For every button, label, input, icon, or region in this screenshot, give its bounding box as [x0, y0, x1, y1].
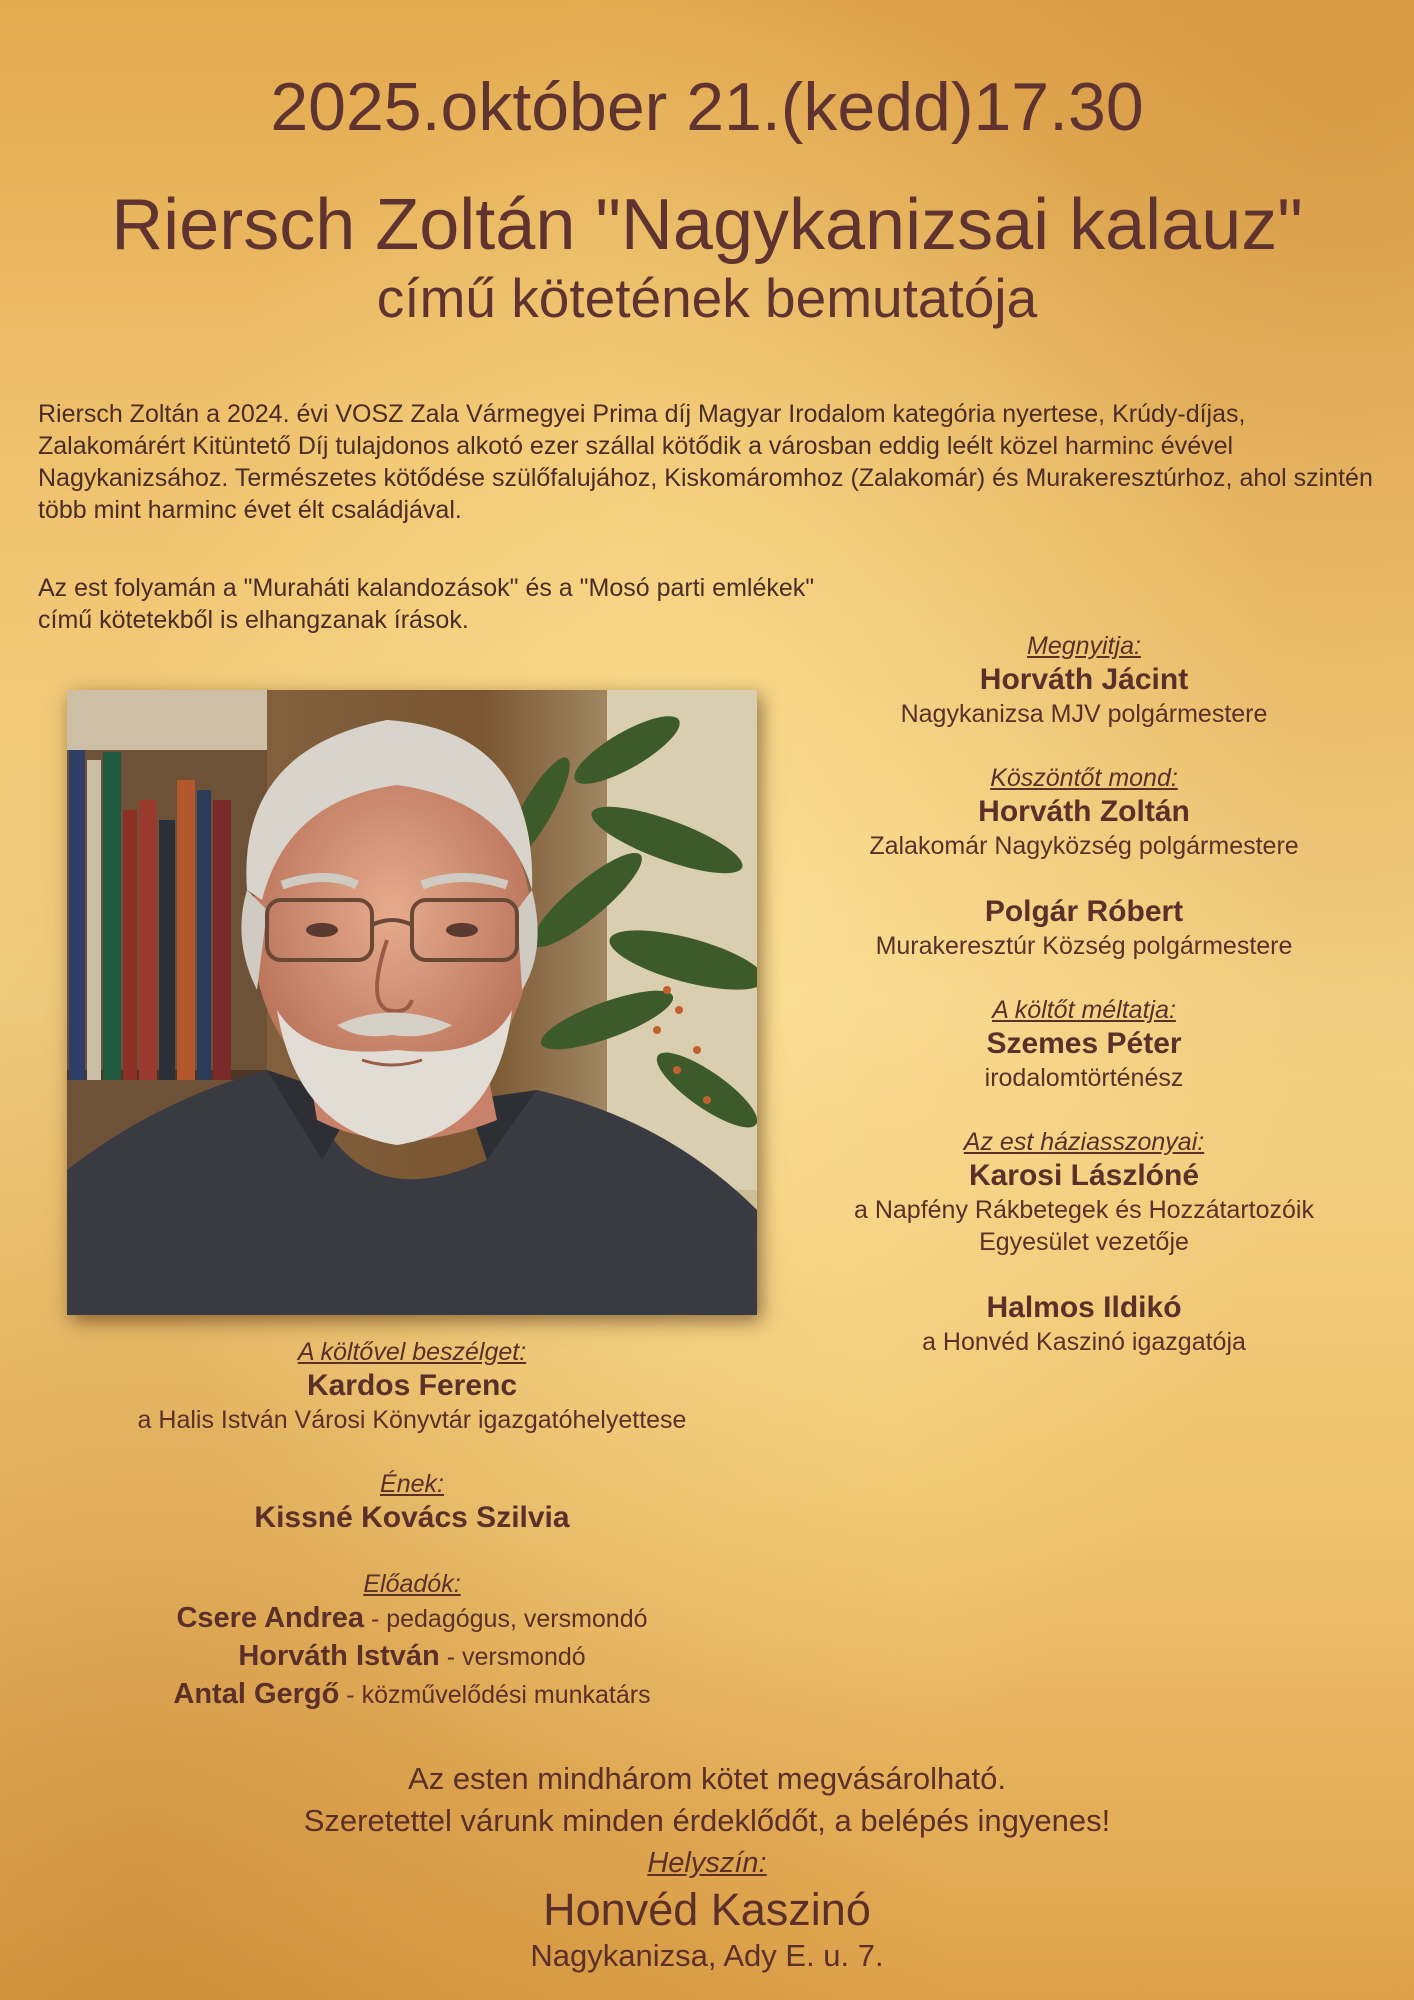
performer-role: - pedagógus, versmondó: [364, 1605, 648, 1633]
song-name: Kissné Kovács Szilvia: [254, 1501, 570, 1534]
performer-row: [67, 1600, 757, 1638]
venue-label: Helyszín:: [647, 1847, 767, 1879]
event-date: 2025.október 21.(kedd)17.30: [270, 69, 1144, 145]
opener-desc: Nagykanizsa MJV polgármestere: [900, 700, 1268, 728]
hostess2-name: Halmos Ildikó: [986, 1291, 1182, 1324]
greeter1-desc: Zalakomár Nagyközség polgármestere: [869, 832, 1299, 860]
footer-line-2: Szeretettel várunk minden érdeklődőt, a belépés ingyenes!: [303, 1803, 1111, 1838]
praise-name: Szemes Péter: [986, 1027, 1182, 1060]
performer-row: [67, 1676, 757, 1714]
performers-label: Előadók:: [363, 1570, 461, 1598]
performer-row: [67, 1638, 757, 1676]
talk-label: A költővel beszélget:: [297, 1338, 527, 1366]
opener-name: Horváth Jácint: [979, 663, 1189, 696]
intro-paragraph-2-line-1: Az est folyamán a "Muraháti kalandozások" és a "Mosó parti emlékek": [38, 574, 815, 602]
talk-name: Kardos Ferenc: [306, 1369, 518, 1402]
hostess-label: Az est háziasszonyai:: [963, 1128, 1205, 1156]
performer-role: - versmondó: [439, 1643, 586, 1671]
hostess2-desc: a Honvéd Kaszinó igazgatója: [922, 1328, 1246, 1356]
footer: [0, 1758, 1414, 1976]
greeter2-name: Polgár Róbert: [984, 895, 1184, 928]
opener-label: Megnyitja:: [1027, 632, 1141, 660]
portrait-photo: [67, 690, 757, 1315]
praise-desc: irodalomtörténész: [984, 1064, 1184, 1092]
performer-role: - közművelődési munkatárs: [339, 1681, 651, 1709]
page-subtitle: című kötetének bemutatója: [376, 267, 1038, 329]
program-left-column: [67, 1336, 757, 1714]
performer-name: Antal Gergő: [173, 1678, 340, 1710]
hostess1-desc-line-2: Egyesület vezetője: [979, 1228, 1189, 1256]
greeter2-desc: Murakeresztúr Község polgármestere: [875, 932, 1293, 960]
intro-paragraph: Riersch Zoltán a 2024. évi VOSZ Zala Vármegyei Prima díj Magyar Irodalom kategória nyertese, Krúdy-díjas, Zalakomárért Kitüntető Díj tulajdonos alkotó ezer szállal kötődik a városban eddig leélt közel harminc évével Nagykanizsához. Természetes kötődése szülőfalujához, Kiskomáromhoz (Zalakomár) és Murakeresztúrhoz, ahol szintén több mint harminc évet élt családjával.: [38, 400, 1373, 524]
song-label: Ének:: [380, 1470, 444, 1498]
performer-name: Csere Andrea: [176, 1602, 364, 1634]
intro-paragraph-2-line-2: című kötetekből is elhangzanak írások.: [38, 606, 469, 634]
praise-label: A költőt méltatja:: [992, 996, 1176, 1024]
greeter1-name: Horváth Zoltán: [978, 795, 1190, 828]
program-right-column: [800, 630, 1368, 1358]
performer-name: Horváth István: [238, 1640, 440, 1672]
greeting-label: Köszöntőt mond:: [990, 764, 1178, 792]
intro-paragraph-2: [38, 572, 1383, 636]
portrait-photo-illustration: [67, 690, 757, 1315]
hostess1-desc-line-1: a Napfény Rákbetegek és Hozzátartozóik: [854, 1196, 1314, 1224]
talk-desc: a Halis István Városi Könyvtár igazgatóhelyettese: [137, 1406, 687, 1434]
venue-address: Nagykanizsa, Ady E. u. 7.: [530, 1938, 884, 1973]
hostess1-name: Karosi Lászlóné: [968, 1159, 1200, 1192]
footer-line-1: Az esten mindhárom kötet megvásárolható.: [408, 1761, 1006, 1796]
venue-name: Honvéd Kaszinó: [543, 1884, 871, 1935]
page-title: Riersch Zoltán "Nagykanizsai kalauz": [111, 185, 1303, 265]
